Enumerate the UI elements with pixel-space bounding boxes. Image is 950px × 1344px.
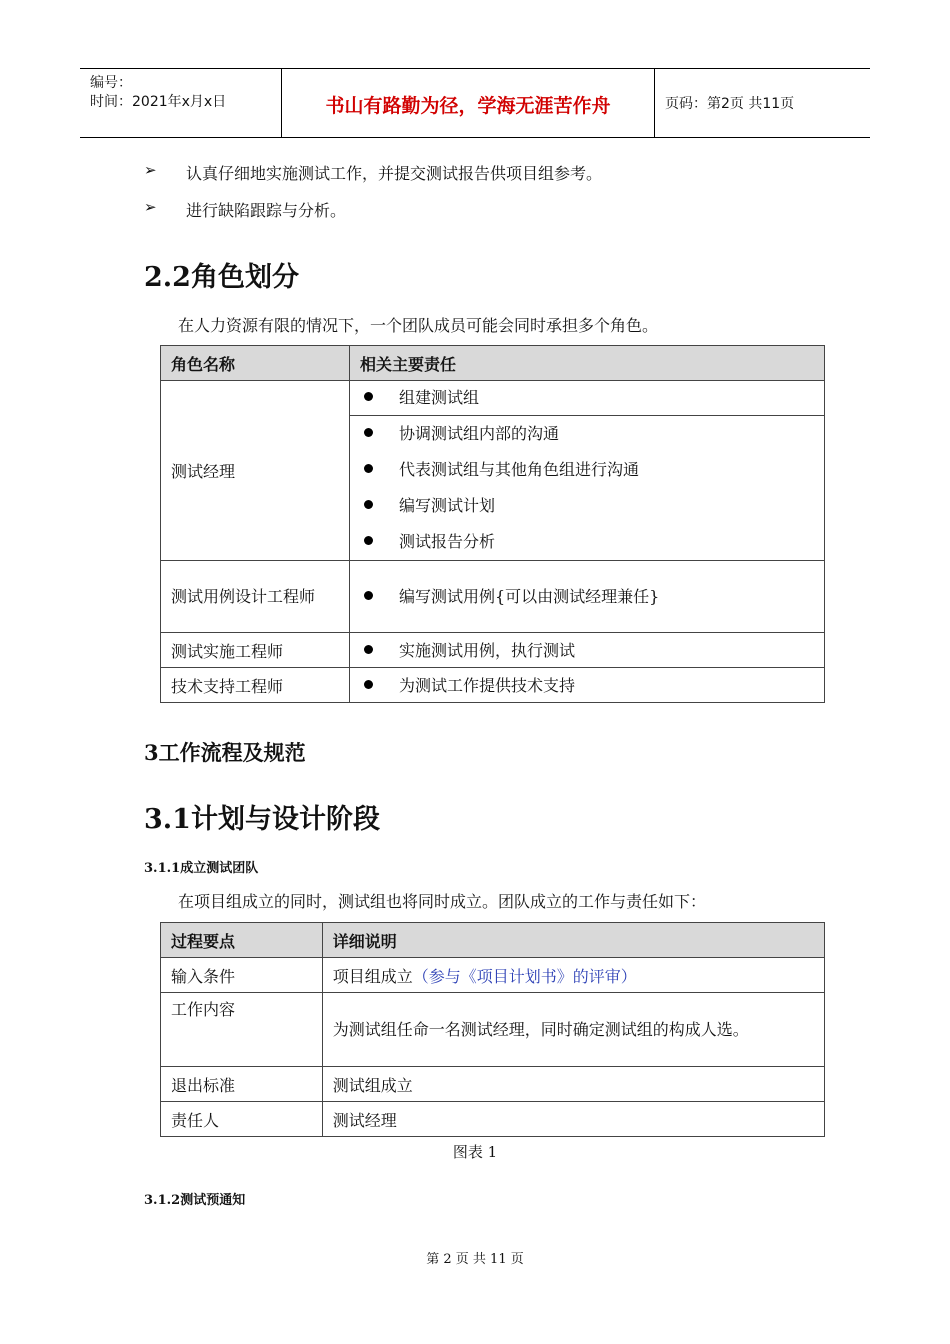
table-row bbox=[161, 668, 825, 703]
key-cell: 责任人 bbox=[161, 1102, 323, 1137]
value-cell: 测试经理 bbox=[322, 1102, 824, 1137]
table-caption: 图表 1 bbox=[452, 1143, 498, 1161]
table-row bbox=[161, 561, 825, 633]
bullet-dot-icon bbox=[364, 500, 373, 509]
role-cell: 技术支持工程师 bbox=[161, 668, 350, 703]
role-cell: 测试用例设计工程师 bbox=[161, 561, 350, 633]
key-cell: 输入条件 bbox=[161, 958, 323, 993]
page-header bbox=[80, 68, 870, 138]
arrow-bullet-icon: ➢ bbox=[144, 161, 157, 179]
section-intro: 在项目组成立的同时，测试组也将同时成立。团队成立的工作与责任如下： bbox=[178, 892, 707, 911]
arrow-bullet-icon: ➢ bbox=[144, 198, 157, 216]
section-heading-3-1-1: 3.1.1成立测试团队 bbox=[144, 861, 259, 876]
roles-table bbox=[160, 345, 825, 703]
table-row bbox=[161, 381, 825, 416]
bullet-dot-icon bbox=[364, 536, 373, 545]
key-cell: 退出标准 bbox=[161, 1067, 323, 1102]
section-intro: 在人力资源有限的情况下，一个团队成员可能会同时承担多个角色。 bbox=[178, 316, 659, 335]
value-note: （参与《项目计划书》的评审） bbox=[412, 966, 637, 986]
number-label: 编号： bbox=[90, 75, 132, 91]
duty-cell: 为测试工作提供技术支持 bbox=[349, 668, 824, 703]
duty-cell: 编写测试用例{可以由测试经理兼任} bbox=[349, 561, 824, 633]
section-heading-3: 3工作流程及规范 bbox=[144, 740, 306, 765]
header-left-cell bbox=[80, 69, 282, 137]
bullet-dot-icon bbox=[364, 464, 373, 473]
process-table bbox=[160, 922, 825, 1137]
table-header-cell: 相关主要责任 bbox=[349, 346, 824, 381]
duty-cell: 组建测试组 bbox=[349, 381, 824, 416]
page-footer: 第 2 页 共 11 页 bbox=[426, 1252, 524, 1267]
duty-cell: 协调测试组内部的沟通 代表测试组与其他角色组进行沟通 编写测试计划 测试报告分析 bbox=[349, 416, 824, 561]
table-header-cell: 角色名称 bbox=[161, 346, 350, 381]
duty-cell: 实施测试用例，执行测试 bbox=[349, 633, 824, 668]
time-label: 时间：2021年x月x日 bbox=[90, 94, 227, 110]
table-row bbox=[161, 1102, 825, 1137]
table-header-cell: 过程要点 bbox=[161, 923, 323, 958]
motto: 书山有路勤为径，学海无涯苦作舟 bbox=[325, 95, 611, 117]
table-row bbox=[161, 1067, 825, 1102]
section-heading-3-1-2: 3.1.2测试预通知 bbox=[144, 1193, 246, 1208]
bullet-dot-icon bbox=[364, 392, 373, 401]
key-cell: 工作内容 bbox=[161, 993, 323, 1067]
table-header-row bbox=[161, 346, 825, 381]
page-number-label: 页码：第2页 共11页 bbox=[665, 96, 795, 112]
bullet-dot-icon bbox=[364, 591, 373, 600]
bullet-dot-icon bbox=[364, 680, 373, 689]
table-row bbox=[161, 958, 825, 993]
table-row bbox=[161, 633, 825, 668]
value-cell: 项目组成立（参与《项目计划书》的评审） bbox=[322, 958, 824, 993]
table-header-cell: 详细说明 bbox=[322, 923, 824, 958]
value-cell: 为测试组任命一名测试经理，同时确定测试组的构成人选。 bbox=[322, 993, 824, 1067]
bullet-dot-icon bbox=[364, 645, 373, 654]
role-cell: 测试实施工程师 bbox=[161, 633, 350, 668]
role-cell: 测试经理 bbox=[161, 381, 350, 561]
table-header-row bbox=[161, 923, 825, 958]
header-motto-cell bbox=[282, 69, 655, 137]
bullet-dot-icon bbox=[364, 428, 373, 437]
section-heading-2-2: 2.2角色划分 bbox=[144, 262, 299, 293]
section-heading-3-1: 3.1计划与设计阶段 bbox=[144, 804, 380, 835]
value-cell: 测试组成立 bbox=[322, 1067, 824, 1102]
table-row bbox=[161, 993, 825, 1067]
